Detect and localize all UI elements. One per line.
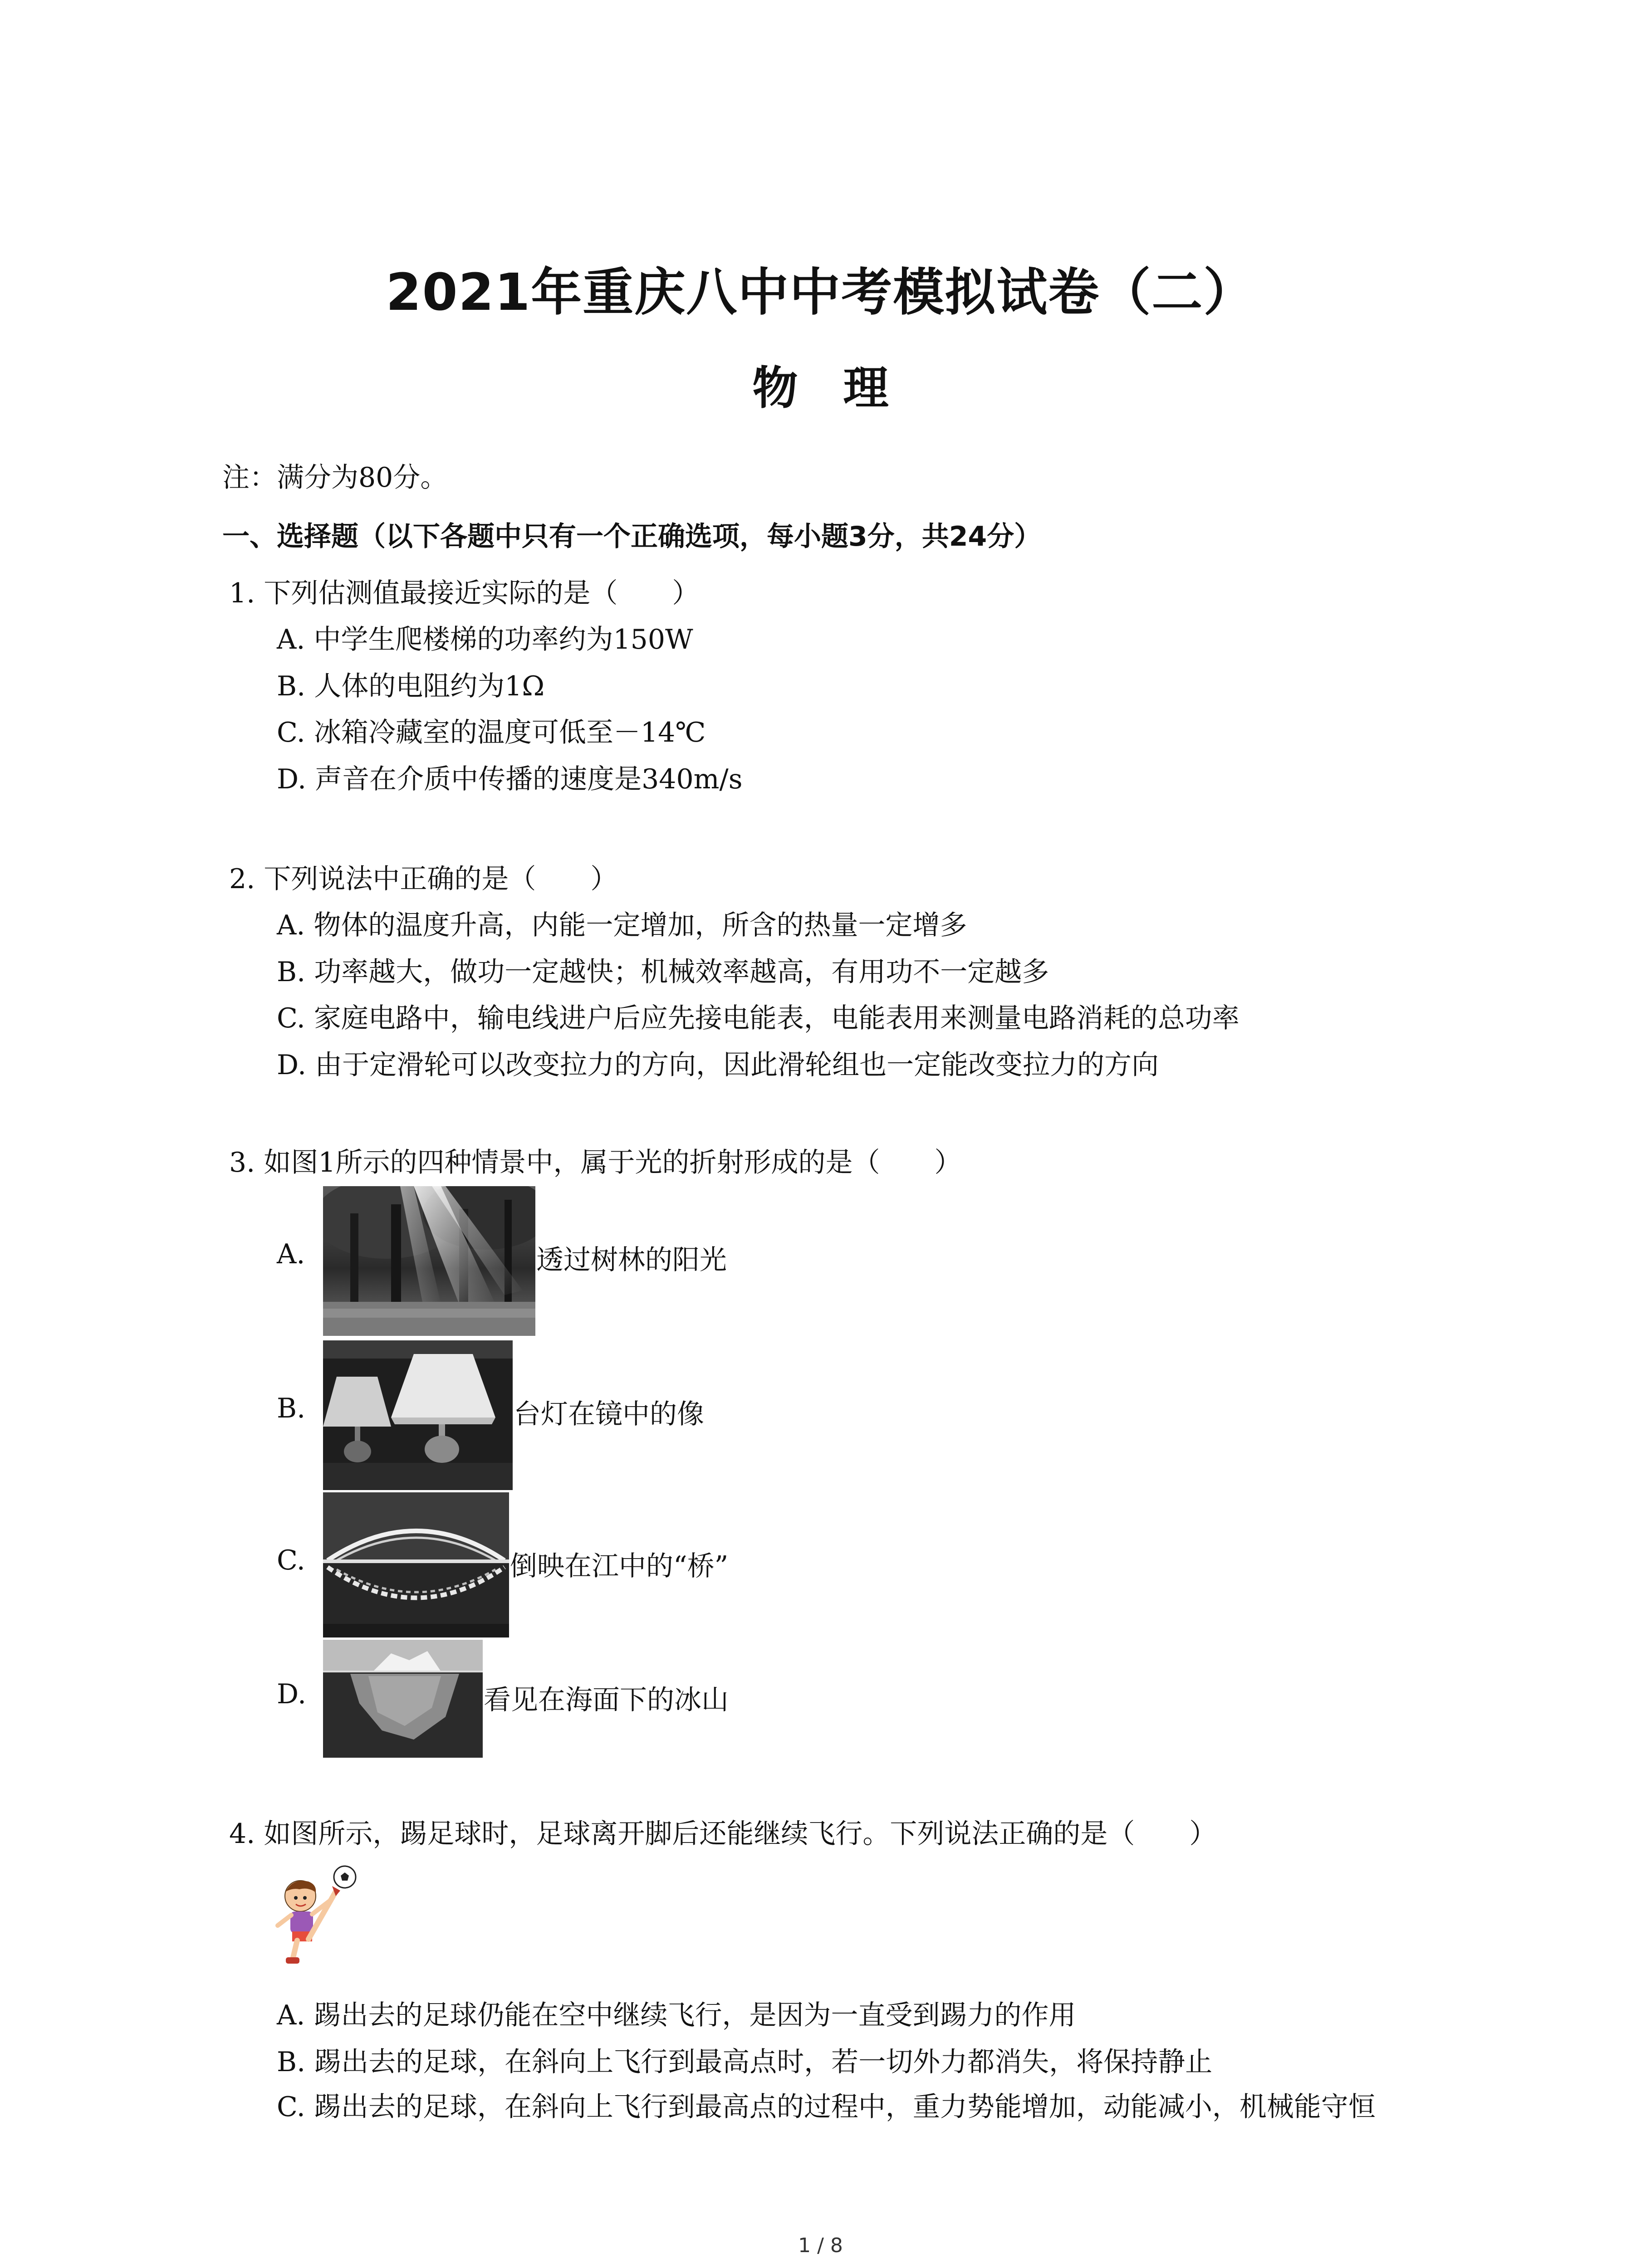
question-3-option-d-caption: 看见在海面下的冰山 — [484, 1684, 729, 1716]
question-4-stem: 4. 如图所示，踢足球时，足球离开脚后还能继续飞行。下列说法正确的是（ ） — [229, 1818, 1217, 1850]
question-2-option-d: D. 由于定滑轮可以改变拉力的方向，因此滑轮组也一定能改变拉力的方向 — [277, 1049, 1159, 1081]
question-2-option-a: A. 物体的温度升高，内能一定增加，所含的热量一定增多 — [277, 909, 967, 941]
section-heading: 一、选择题（以下各题中只有一个正确选项，每小题3分，共24分） — [222, 521, 1042, 552]
page-number: 1 / 8 — [798, 2234, 843, 2257]
question-1-stem: 1. 下列估测值最接近实际的是（ ） — [229, 577, 700, 609]
score-note: 注：满分为80分。 — [222, 462, 448, 494]
question-3-option-b-caption: 台灯在镜中的像 — [514, 1398, 704, 1430]
question-4-option-a: A. 踢出去的足球仍能在空中继续飞行，是因为一直受到踢力的作用 — [277, 1999, 1076, 2031]
question-2-option-b: B. 功率越大，做功一定越快；机械效率越高，有用功不一定越多 — [277, 956, 1049, 988]
question-3-option-c-letter: C. — [277, 1545, 305, 1576]
question-3-option-a-caption: 透过树林的阳光 — [536, 1244, 727, 1276]
question-2-option-c: C. 家庭电路中，输电线进户后应先接电能表，电能表用来测量电路消耗的总功率 — [277, 1002, 1239, 1034]
lamp-mirror-photo — [323, 1340, 513, 1490]
question-1-option-c: C. 冰箱冷藏室的温度可低至－14℃ — [277, 717, 706, 748]
question-1-option-a: A. 中学生爬楼梯的功率约为150W — [277, 624, 693, 655]
question-1-option-d: D. 声音在介质中传播的速度是340m/s — [277, 763, 743, 795]
question-3-option-b-letter: B. — [277, 1393, 306, 1424]
iceberg-photo — [323, 1640, 483, 1758]
football-kid-illustration — [272, 1864, 363, 1969]
question-3-option-d-letter: D. — [277, 1678, 307, 1710]
bridge-reflection-photo — [323, 1492, 509, 1637]
question-3-stem: 3. 如图1所示的四种情景中，属于光的折射形成的是（ ） — [229, 1147, 962, 1178]
forest-sunlight-photo — [323, 1186, 535, 1336]
question-3-option-c-caption: 倒映在江中的“桥” — [510, 1550, 729, 1582]
question-3-option-a-letter: A. — [277, 1238, 305, 1270]
subject-title: 物理 — [752, 362, 934, 415]
question-1-option-b: B. 人体的电阻约为1Ω — [277, 670, 545, 702]
question-2-stem: 2. 下列说法中正确的是（ ） — [229, 863, 618, 895]
question-4-option-c: C. 踢出去的足球，在斜向上飞行到最高点的过程中，重力势能增加，动能减小，机械能守恒 — [277, 2091, 1376, 2123]
exam-title: 2021年重庆八中中考模拟试卷（二） — [386, 263, 1255, 322]
question-4-option-b: B. 踢出去的足球，在斜向上飞行到最高点时，若一切外力都消失，将保持静止 — [277, 2046, 1213, 2078]
